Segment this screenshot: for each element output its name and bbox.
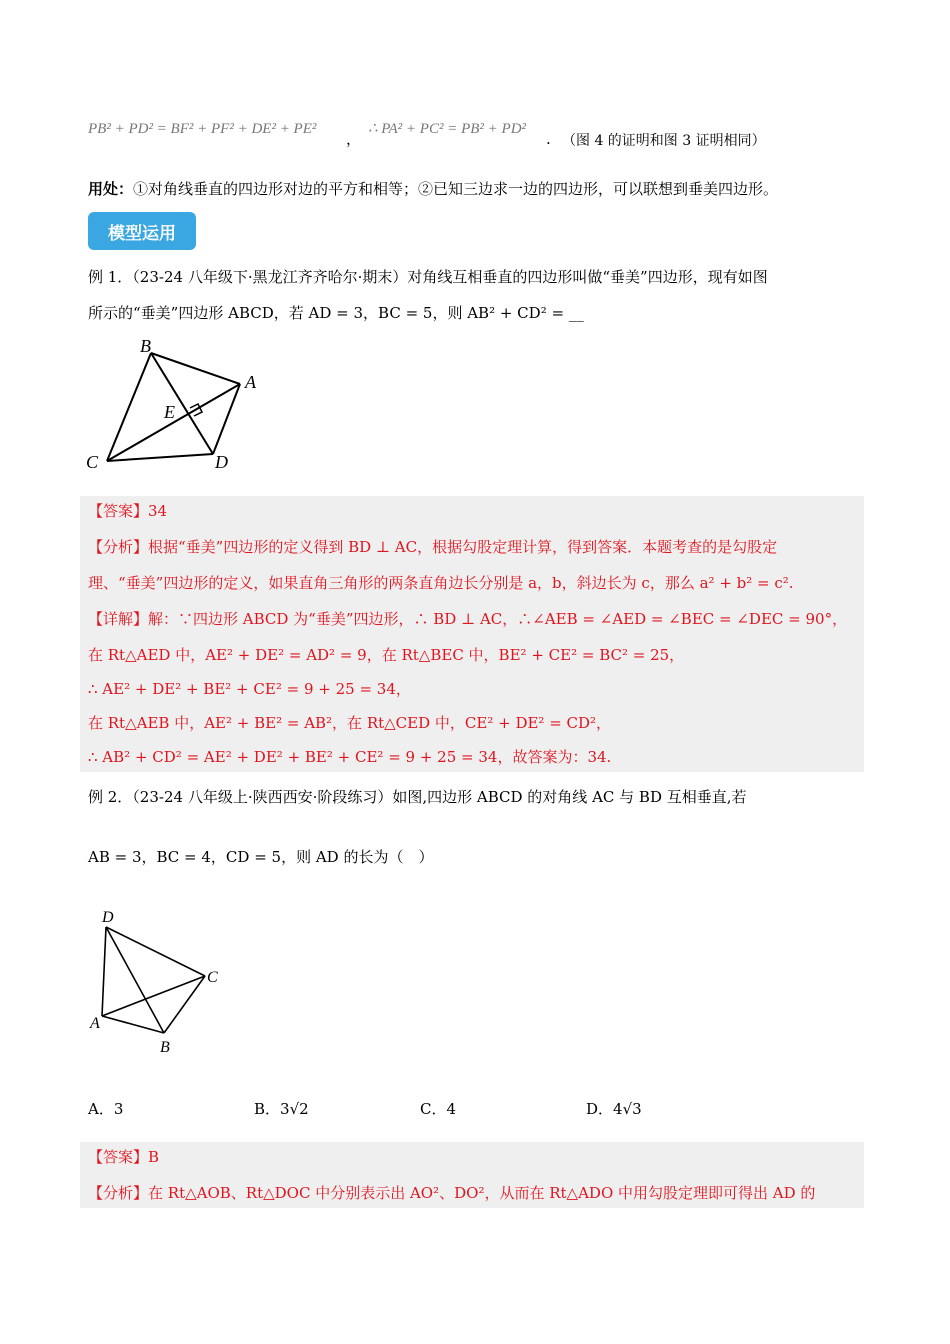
top-equation-1: PB² + PD² = BF² + PF² + DE² + PE² [88, 121, 317, 137]
ex1-answer-box [80, 496, 864, 772]
ex2-diagonal-ac [102, 976, 205, 1016]
ex1-detail-line2: 在 Rt△AED 中，AE² + DE² = AD² = 9，在 Rt△BEC 中，BE² + CE² = BC² = 25， [88, 646, 685, 664]
ex2-label-b: B [160, 1039, 170, 1056]
ex2-option-a[interactable]: A．3 [88, 1100, 124, 1118]
ex1-figure [80, 330, 280, 480]
ex1-label-a: A [245, 372, 256, 392]
ex2-edge-cd [106, 927, 205, 976]
usage-label: 用处： [88, 180, 134, 198]
ex2-label-c: C [207, 969, 218, 986]
ex1-label-e: E [164, 402, 175, 422]
top-note: （图 4 的证明和图 3 证明相同） [562, 133, 766, 149]
ex2-answer-box [80, 1142, 864, 1208]
ex1-analysis-line1: 【分析】根据“垂美”四边形的定义得到 BD ⊥ AC，根据勾股定理计算，得到答案．本题考查的是勾股定 [88, 538, 778, 556]
ex2-answer: 【答案】B [88, 1148, 160, 1166]
usage-text: ①对角线垂直的四边形对边的平方和相等；②已知三边求一边的四边形，可以联想到垂美四边形。 [133, 180, 779, 198]
ex2-option-c[interactable]: C．4 [420, 1100, 457, 1118]
ex2-option-b[interactable]: B．3√2 [254, 1100, 309, 1118]
ex1-edge-dc [107, 454, 213, 461]
section-badge: 模型运用 [88, 212, 196, 250]
ex1-label-c: C [86, 452, 99, 472]
ex1-answer: 【答案】34 [88, 502, 168, 520]
ex1-detail-line4: 在 Rt△AEB 中，AE² + BE² = AB²，在 Rt△CED 中，CE² + DE² = CD²， [88, 714, 612, 732]
top-comma: ， [346, 130, 362, 148]
ex2-question-line1: 例 2．（23-24 八年级上·陕西西安·阶段练习）如图,四边形 ABCD 的对角线 AC 与 BD 互相垂直,若 [88, 788, 747, 806]
ex1-edge-cb [107, 353, 151, 461]
ex2-diagonal-db [106, 927, 164, 1033]
ex1-question-line2: 所示的“垂美”四边形 ABCD，若 AD = 3，BC = 5，则 AB² + CD² = __ [88, 304, 584, 322]
ex1-diagonal-bd [151, 353, 213, 454]
ex1-question-line1: 例 1．（23-24 八年级下·黑龙江齐齐哈尔·期末）对角线互相垂直的四边形叫做“垂美”四边形，现有如图 [88, 268, 768, 286]
ex1-diagonal-ca [107, 384, 240, 461]
ex1-detail-line5: ∴ AB² + CD² = AE² + DE² + BE² + CE² = 9 + 25 = 34，故答案为：34. [88, 748, 612, 766]
ex1-analysis-line2: 理、“垂美”四边形的定义，如果直角三角形的两条直角边长分别是 a，b，斜边长为 c，那么 a² + b² = c². [88, 574, 794, 592]
ex1-edge-ba [151, 353, 240, 384]
top-equation-2: ∴ PA² + PC² = PB² + PD² [368, 121, 527, 137]
ex2-option-d[interactable]: D．4√3 [586, 1100, 642, 1118]
ex1-detail-line3: ∴ AE² + DE² + BE² + CE² = 9 + 25 = 34， [88, 680, 411, 698]
usage-paragraph [88, 178, 778, 200]
top-period: . [546, 130, 551, 148]
ex1-edge-ad [213, 384, 240, 454]
ex2-figure [80, 900, 240, 1060]
ex2-analysis-line1: 【分析】在 Rt△AOB、Rt△DOC 中分别表示出 AO²、DO²，从而在 Rt△ADO 中用勾股定理即可得出 AD 的 [88, 1184, 816, 1202]
ex2-edge-da [102, 927, 106, 1016]
ex2-edge-ab [102, 1016, 164, 1033]
ex2-question-line2: AB = 3，BC = 4，CD = 5，则 AD 的长为（ ） [88, 848, 434, 866]
ex1-label-b: B [140, 336, 151, 356]
ex2-label-a: A [90, 1015, 100, 1032]
ex2-label-d: D [102, 909, 114, 926]
ex1-label-d: D [215, 452, 228, 472]
ex1-detail-line1: 【详解】解：∵四边形 ABCD 为“垂美”四边形，∴ BD ⊥ AC，∴∠AEB = ∠AED = ∠BEC = ∠DEC = 90°， [88, 610, 848, 628]
